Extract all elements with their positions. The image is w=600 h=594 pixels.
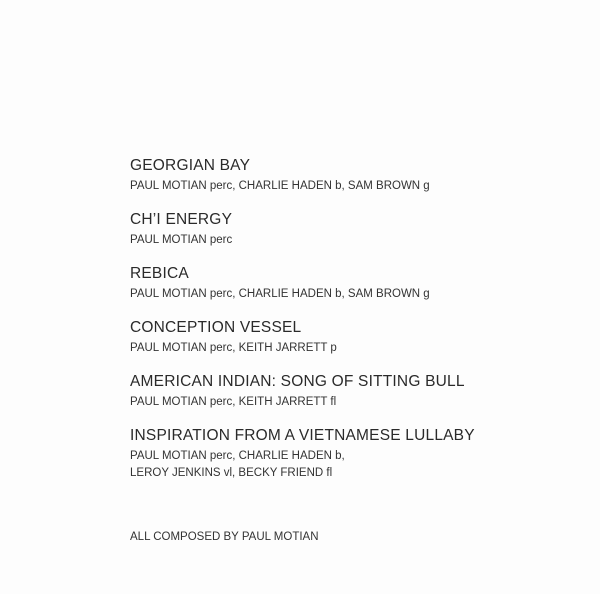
track-credits — [130, 340, 570, 357]
track-item — [130, 426, 570, 482]
credit-line: PAUL MOTIAN perc — [130, 234, 233, 246]
credit-line: LEROY JENKINS vl, BECKY FRIEND fl — [130, 467, 333, 479]
track-title: AMERICAN INDIAN: SONG OF SITTING BULL — [130, 373, 465, 390]
track-item — [130, 264, 570, 303]
tracklist — [130, 156, 570, 497]
track-credits — [130, 448, 570, 482]
track-title: REBICA — [130, 265, 189, 282]
track-item — [130, 372, 570, 411]
track-title: INSPIRATION FROM A VIETNAMESE LULLABY — [130, 427, 475, 444]
track-title: GEORGIAN BAY — [130, 157, 251, 174]
track-credits — [130, 286, 570, 303]
composer-credit: ALL COMPOSED BY PAUL MOTIAN — [130, 531, 319, 543]
credit-line: PAUL MOTIAN perc, CHARLIE HADEN b, SAM BROWN g — [130, 180, 430, 192]
credit-line: PAUL MOTIAN perc, KEITH JARRETT p — [130, 342, 337, 354]
credit-line: PAUL MOTIAN perc, KEITH JARRETT fl — [130, 396, 337, 408]
track-title: CH’I ENERGY — [130, 211, 233, 228]
track-item — [130, 156, 570, 195]
credit-line: PAUL MOTIAN perc, CHARLIE HADEN b, — [130, 450, 345, 462]
track-item — [130, 318, 570, 357]
track-credits — [130, 232, 570, 249]
track-credits — [130, 394, 570, 411]
track-title: CONCEPTION VESSEL — [130, 319, 302, 336]
credit-line: PAUL MOTIAN perc, CHARLIE HADEN b, SAM BROWN g — [130, 288, 430, 300]
track-item — [130, 210, 570, 249]
track-credits — [130, 178, 570, 195]
